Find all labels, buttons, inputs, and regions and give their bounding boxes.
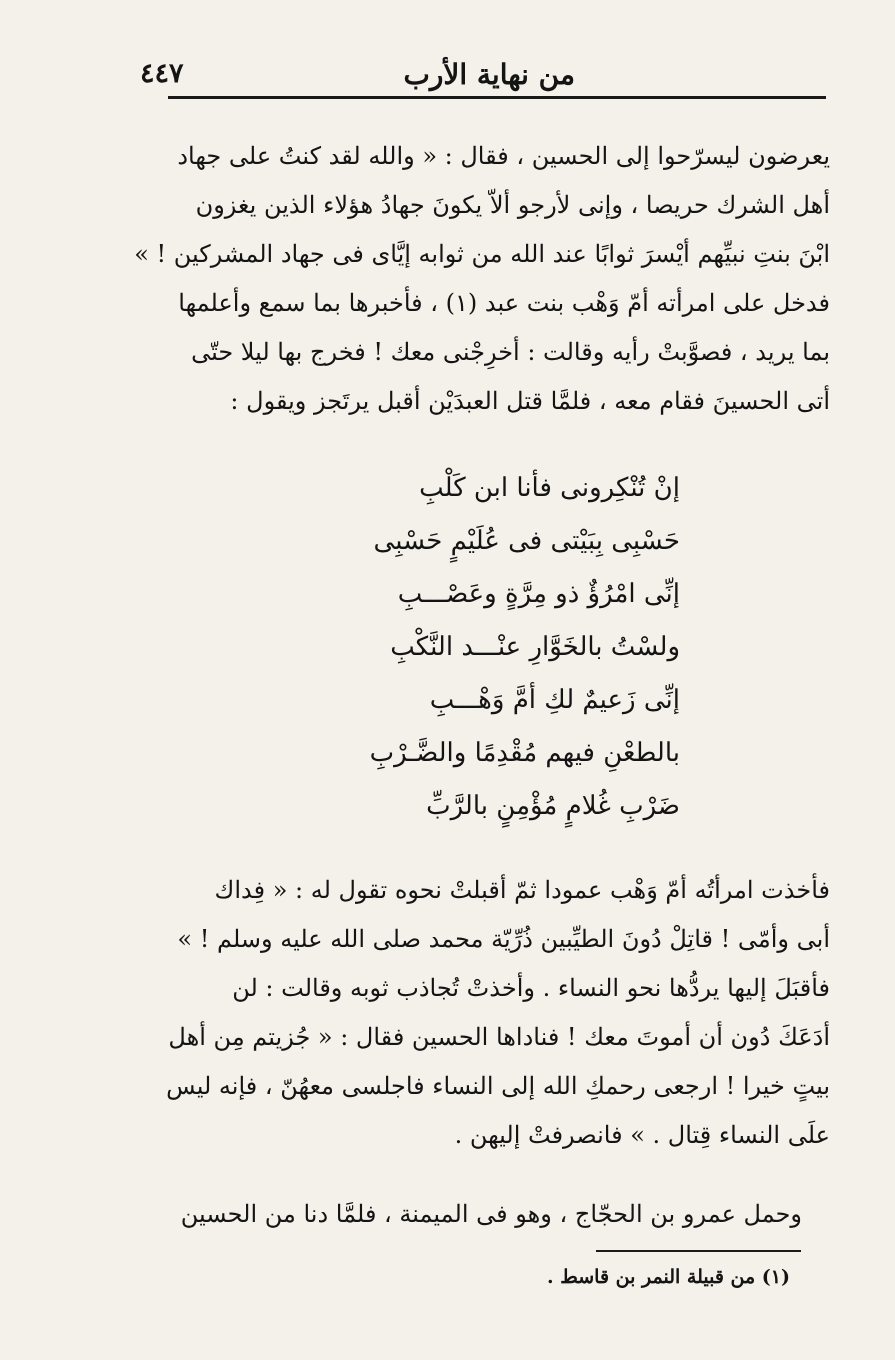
poem <box>280 462 680 833</box>
verse-line: حَسْبِى بِبَيْتى فى عُلَيْمٍ حَسْبِى <box>373 526 680 556</box>
header-rule <box>168 96 826 99</box>
page-number: ٤٤٧ <box>140 58 184 89</box>
text-line: ابْنَ بنتِ نبيِّهم أيْسرَ ثوابًا عند الله من ثوابه إيَّاى فى جهاد المشركين ! » <box>134 240 830 268</box>
paragraph-3 <box>150 1190 830 1239</box>
verse-line: إنِّى امْرُؤٌ ذو مِرَّةٍ وعَصْـــبِ <box>397 579 680 609</box>
text-line: بيتٍ خيرا ! ارجعى رحمكِ الله إلى النساء فاجلسى معهُنّ ، فإنه ليس <box>166 1072 830 1100</box>
text-line: أتى الحسينَ فقام معه ، فلمَّا قتل العبدَيْن أقبل يرتَجز ويقول : <box>230 387 830 415</box>
verse-line: إنْ تُنْكِرونى فأنا ابن كَلْبِ <box>419 473 680 503</box>
text-line: فأقبَلَ إليها يردُّها نحو النساء . وأخذتْ تُجاذب ثوبه وقالت : لن <box>232 974 830 1002</box>
text-line: يعرضون ليسرّحوا إلى الحسين ، فقال : « والله لقد كنتُ على جهاد <box>177 142 830 170</box>
verse-line: ضَرْبِ غُلامٍ مُؤْمِنٍ بالرَّبِّ <box>426 791 680 821</box>
text-line: وحمل عمرو بن الحجّاج ، وهو فى الميمنة ، فلمَّا دنا من الحسين <box>180 1200 802 1228</box>
verse-line: بالطعْنِ فيهم مُقْدِمًا والضَّـرْبِ <box>369 738 680 768</box>
running-title: من نهاية الأرب <box>403 58 575 91</box>
text-line: فأخذت امرأتُه أمّ وَهْب عمودا ثمّ أقبلتْ نحوه تقول له : « فِداك <box>214 876 830 904</box>
text-line: أدَعَكَ دُون أن أموتَ معك ! فناداها الحسين فقال : « جُزيتم مِن أهل <box>168 1023 830 1051</box>
footnote-rule <box>596 1250 801 1252</box>
page-header <box>140 52 830 102</box>
verse-line: ولسْتُ بالخَوَّارِ عنْـــد النَّكْبِ <box>390 632 680 662</box>
footnote: (١) من قبيلة النمر بن قاسط . <box>546 1266 790 1288</box>
text-line: بما يريد ، فصوَّبتْ رأيه وقالت : أخرِجْنى معك ! فخرج بها ليلا حتّى <box>191 338 830 366</box>
text-line: أبى وأمّى ! قاتِلْ دُونَ الطيِّبين ذُرِّيّة محمد صلى الله عليه وسلم ! » <box>177 925 830 953</box>
text-line: علَى النساء قِتال . » فانصرفتْ إليهن . <box>454 1121 830 1149</box>
paragraph-2 <box>150 866 830 1160</box>
verse-line: إنِّى زَعيمٌ لكِ أمَّ وَهْـــبِ <box>429 685 680 715</box>
text-line: فدخل على امرأته أمّ وَهْب بنت عبد (١) ، فأخبرها بما سمع وأعلمها <box>178 289 830 317</box>
paragraph-1 <box>134 132 830 426</box>
text-line: أهل الشرك حريصا ، وإنى لأرجو ألاّ يكونَ جهادُ هؤلاء الذين يغزون <box>195 191 830 219</box>
